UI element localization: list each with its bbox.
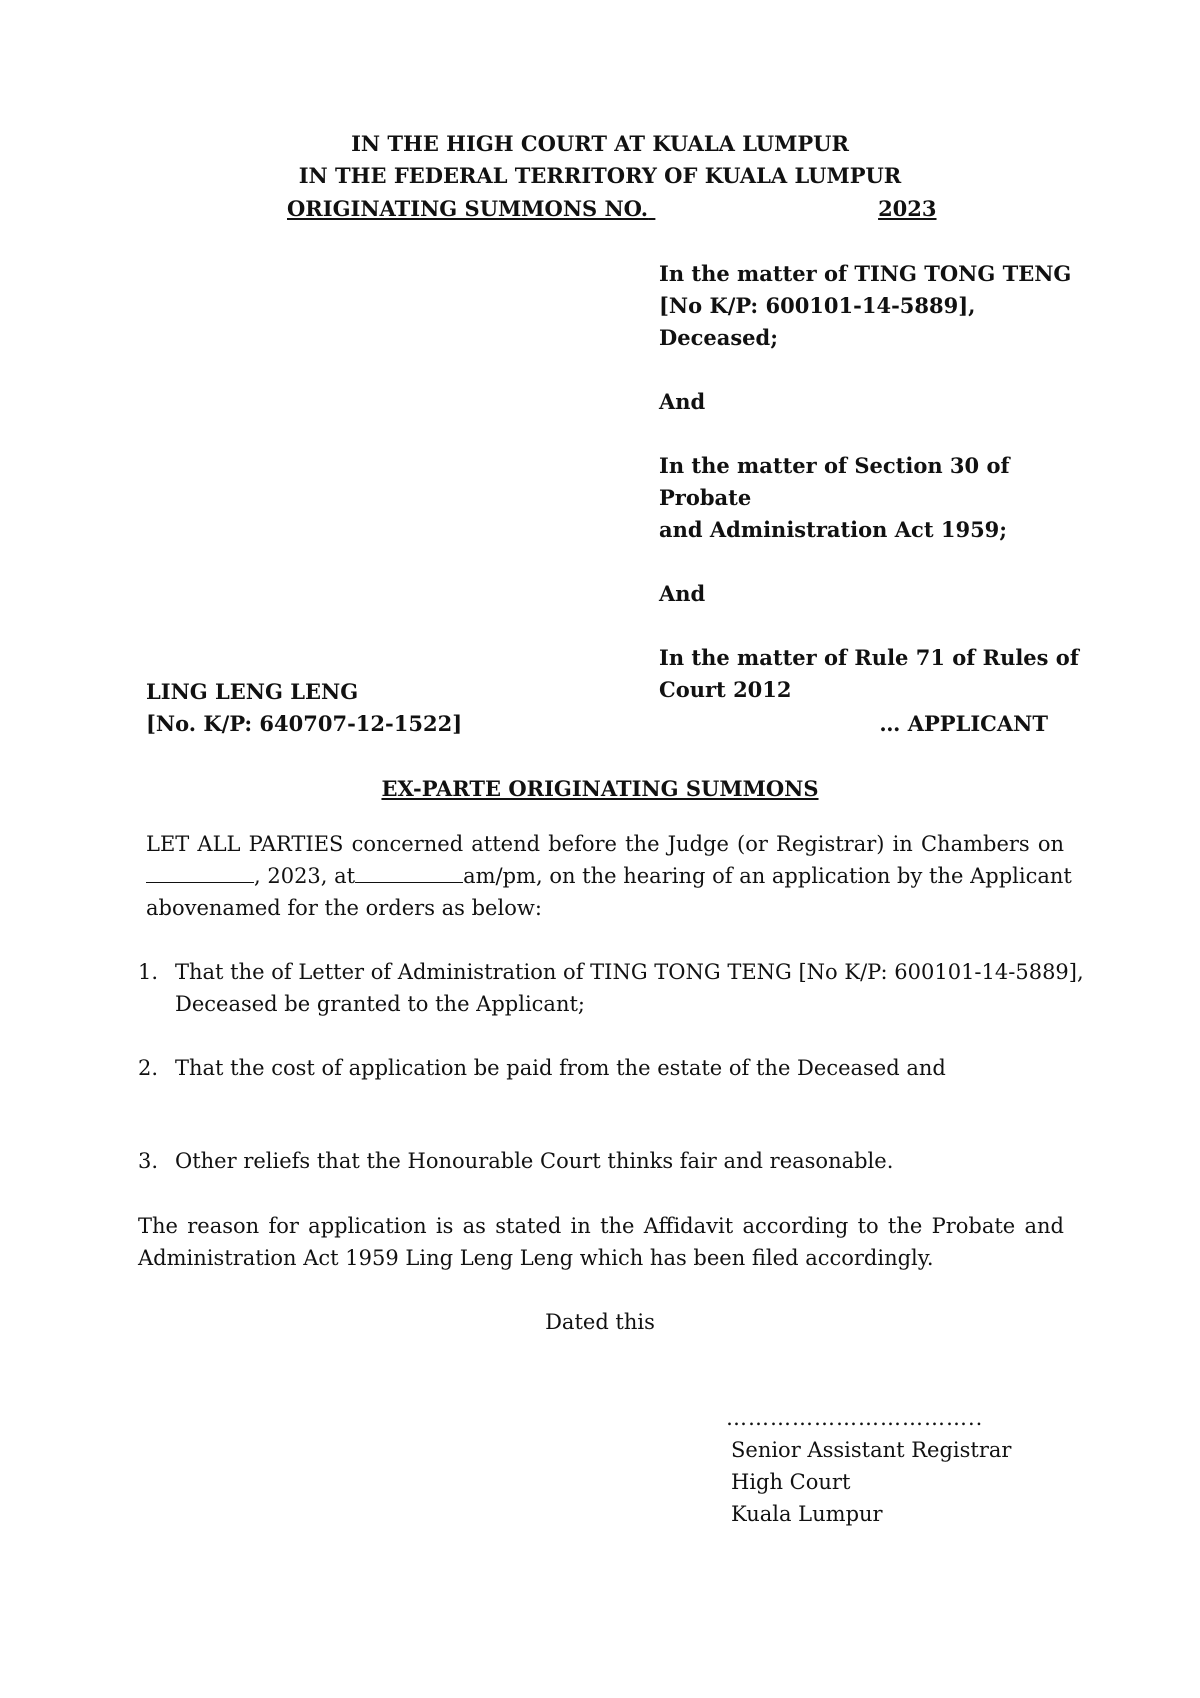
matter-2-line1: In the matter of Section 30 of Probate — [659, 453, 1010, 510]
order-1-line2: Deceased be granted to the Applicant; — [175, 992, 585, 1016]
summons-number-line — [287, 193, 937, 225]
matter-1-line2: [No K/P: 600101-14-5889], Deceased; — [659, 293, 976, 350]
intro-line3: abovenamed for the orders as below: — [146, 896, 542, 920]
court-heading-line2: IN THE FEDERAL TERRITORY OF KUALA LUMPUR — [298, 163, 902, 188]
intro-line2-part1 — [146, 860, 355, 892]
matter-3-line2: Court 2012 — [659, 677, 792, 702]
signature-title: Senior Assistant Registrar — [731, 1438, 1012, 1462]
intro-line2 — [146, 860, 1072, 892]
matter-2-line2: and Administration Act 1959; — [659, 517, 1008, 542]
order-1-line1: That the of Letter of Administration of TING TONG TENG [No K/P: 600101-14-5889], — [175, 960, 1084, 984]
signature-dots: …………………………….. — [726, 1406, 984, 1430]
matter-1-line1: In the matter of TING TONG TENG — [659, 261, 1072, 286]
order-2-number: 2. — [138, 1056, 159, 1080]
intro-date-text: , 2023, at — [254, 864, 356, 888]
order-2-line1: That the cost of application be paid from the estate of the Deceased and — [175, 1056, 946, 1080]
summons-number-blank — [648, 193, 878, 225]
intro-time-text: am/pm, on the hearing of an application by the Applicant — [463, 864, 1072, 888]
summons-label: ORIGINATING SUMMONS NO. — [287, 196, 649, 221]
summons-year: 2023 — [878, 196, 937, 221]
intro-line2-part2 — [355, 860, 1072, 892]
intro-line1: LET ALL PARTIES concerned attend before the Judge (or Registrar) in Chambers on — [146, 832, 1064, 856]
and-connector-1: And — [659, 389, 706, 414]
applicant-id: [No. K/P: 640707-12-1522] — [146, 711, 463, 736]
date-blank — [146, 864, 254, 883]
matter-caption — [659, 258, 1079, 706]
time-blank — [355, 864, 463, 883]
dated-line: Dated this — [545, 1310, 655, 1334]
matter-3-line1: In the matter of Rule 71 of Rules of — [659, 645, 1079, 670]
order-3-number: 3. — [138, 1149, 159, 1173]
reason-line1: The reason for application is as stated in the Affidavit according to the Probate and — [138, 1214, 1064, 1238]
applicant-name: LING LENG LENG — [146, 679, 359, 704]
and-connector-2: And — [659, 581, 706, 606]
reason-line2: Administration Act 1959 Ling Leng Leng which has been filed accordingly. — [138, 1246, 934, 1270]
order-3-line1: Other reliefs that the Honourable Court thinks fair and reasonable. — [175, 1149, 894, 1173]
signature-location: Kuala Lumpur — [731, 1502, 883, 1526]
applicant-role: … APPLICANT — [879, 711, 1048, 736]
order-1-number: 1. — [138, 960, 159, 984]
court-heading-line1: IN THE HIGH COURT AT KUALA LUMPUR — [351, 131, 849, 156]
signature-court: High Court — [731, 1470, 851, 1494]
document-title: EX-PARTE ORIGINATING SUMMONS — [381, 776, 819, 801]
